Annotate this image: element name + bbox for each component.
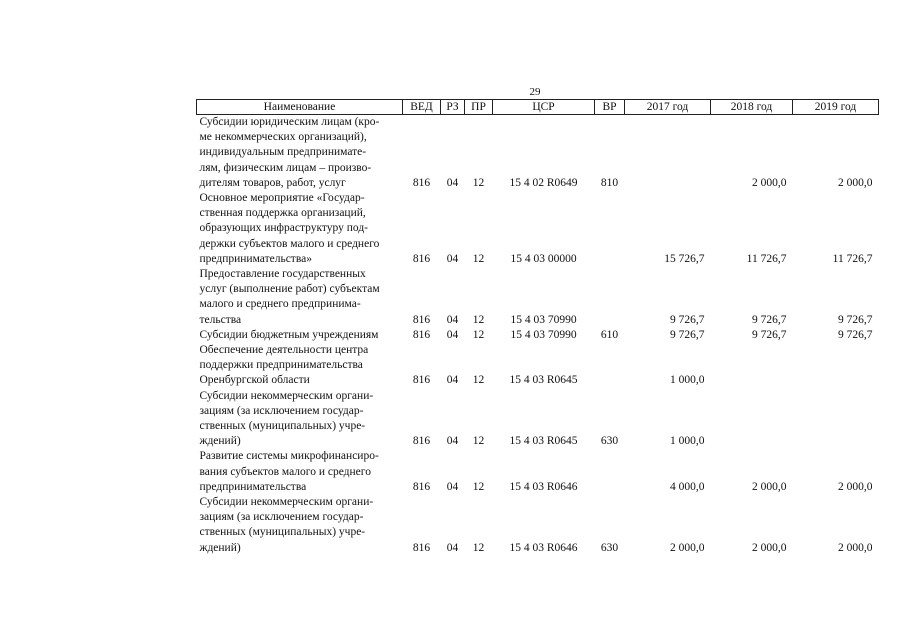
cell-vr: 630 xyxy=(600,435,619,448)
cell-pr: 12 xyxy=(472,541,485,554)
header-rz: РЗ xyxy=(441,100,465,115)
cell-csr: 15 4 03 70990 xyxy=(510,313,577,326)
table-row xyxy=(197,328,879,343)
cell-2017: 9 726,7 xyxy=(670,313,705,326)
cell-2019: 9 726,7 xyxy=(838,313,873,326)
cell-vr: 630 xyxy=(600,541,619,554)
header-name: Наименование xyxy=(197,100,403,115)
header-pr: ПР xyxy=(465,100,493,115)
cell-pr: 12 xyxy=(472,480,485,493)
table-row xyxy=(197,495,879,556)
page-number: 29 xyxy=(529,86,541,98)
cell-2017: 1 000,0 xyxy=(670,435,705,448)
cell-2018 xyxy=(711,343,793,389)
cell-2017: 2 000,0 xyxy=(670,541,705,554)
cell-vr xyxy=(595,343,625,389)
cell-name: Обеспечение деятельности центра поддержки предпринимательства Оренбургской области xyxy=(199,344,369,387)
cell-2018: 9 726,7 xyxy=(752,328,787,341)
header-vr: ВР xyxy=(595,100,625,115)
table-header-row xyxy=(197,100,879,115)
table-row xyxy=(197,389,879,450)
cell-ved: 816 xyxy=(412,541,431,554)
cell-name: Субсидии некоммерческим органи- зациям (за исключением государ- ственных (муниципальных) учре- ждений) xyxy=(199,496,374,554)
cell-ved: 816 xyxy=(412,252,431,265)
header-2017: 2017 год xyxy=(625,100,711,115)
cell-rz: 04 xyxy=(446,480,459,493)
cell-name: Развитие системы микрофинансиро- вания субъектов малого и среднего предпринимательства xyxy=(199,450,379,493)
cell-2018: 2 000,0 xyxy=(752,541,787,554)
header-ved: ВЕД xyxy=(403,100,441,115)
cell-2019: 9 726,7 xyxy=(838,328,873,341)
budget-table xyxy=(196,99,879,556)
table-row xyxy=(197,267,879,328)
cell-pr: 12 xyxy=(472,374,485,387)
cell-rz: 04 xyxy=(446,435,459,448)
cell-pr: 12 xyxy=(472,313,485,326)
cell-csr: 15 4 03 R0646 xyxy=(509,541,578,554)
cell-csr: 15 4 03 R0646 xyxy=(509,480,578,493)
cell-2018: 2 000,0 xyxy=(752,480,787,493)
table-row xyxy=(197,343,879,389)
cell-csr: 15 4 03 R0645 xyxy=(509,374,578,387)
cell-ved: 816 xyxy=(412,374,431,387)
cell-2019: 2 000,0 xyxy=(838,480,873,493)
cell-name: Субсидии бюджетным учреждениям xyxy=(199,328,379,341)
cell-vr: 810 xyxy=(600,176,619,189)
cell-name: Основное мероприятие «Государ- ственная поддержка организаций, образующих инфраструктуру под- держки субъектов малого и среднего предпринимательства» xyxy=(199,192,380,265)
table-row xyxy=(197,115,879,192)
cell-2019: 2 000,0 xyxy=(838,176,873,189)
cell-2018: 2 000,0 xyxy=(752,176,787,189)
cell-2018: 9 726,7 xyxy=(752,313,787,326)
cell-2019: 2 000,0 xyxy=(838,541,873,554)
cell-csr: 15 4 03 R0645 xyxy=(509,435,578,448)
cell-rz: 04 xyxy=(446,252,459,265)
cell-2018 xyxy=(711,389,793,450)
table-body xyxy=(197,115,879,556)
cell-2017 xyxy=(625,115,711,192)
cell-name: Субсидии некоммерческим органи- зациям (за исключением государ- ственных (муниципальных) учре- ждений) xyxy=(199,389,374,448)
cell-vr xyxy=(595,449,625,495)
cell-2019 xyxy=(793,389,879,450)
cell-2017: 1 000,0 xyxy=(670,374,705,387)
cell-csr: 15 4 02 R0649 xyxy=(509,176,578,189)
table-row xyxy=(197,191,879,267)
cell-2019: 11 726,7 xyxy=(832,252,873,265)
cell-vr: 610 xyxy=(600,328,619,341)
cell-rz: 04 xyxy=(446,328,459,341)
cell-name: Предоставление государственных услуг (выполнение работ) субъектам малого и среднего предпринима- тельства xyxy=(199,268,380,326)
cell-2017: 9 726,7 xyxy=(670,328,705,341)
table-row xyxy=(197,449,879,495)
cell-2017: 15 726,7 xyxy=(664,252,705,265)
cell-ved: 816 xyxy=(412,480,431,493)
cell-pr: 12 xyxy=(472,328,485,341)
cell-rz: 04 xyxy=(446,374,459,387)
header-csr: ЦСР xyxy=(493,100,595,115)
cell-2019 xyxy=(793,343,879,389)
header-2018: 2018 год xyxy=(711,100,793,115)
cell-rz: 04 xyxy=(446,541,459,554)
cell-rz: 04 xyxy=(446,176,459,189)
cell-2018: 11 726,7 xyxy=(746,252,787,265)
cell-ved: 816 xyxy=(412,176,431,189)
cell-pr: 12 xyxy=(472,252,485,265)
header-2019: 2019 год xyxy=(793,100,879,115)
cell-ved: 816 xyxy=(412,313,431,326)
cell-csr: 15 4 03 00000 xyxy=(510,252,577,265)
cell-2017: 4 000,0 xyxy=(670,480,705,493)
cell-rz: 04 xyxy=(446,313,459,326)
cell-csr: 15 4 03 70990 xyxy=(510,328,577,341)
cell-name: Субсидии юридическим лицам (кро- ме некоммерческих организаций), индивидуальным предпринимате- лям, физическим лицам – произво- дителям товаров, работ, услуг xyxy=(199,116,380,189)
cell-ved: 816 xyxy=(412,328,431,341)
cell-pr: 12 xyxy=(472,176,485,189)
cell-vr xyxy=(595,191,625,267)
cell-vr xyxy=(595,267,625,328)
cell-ved: 816 xyxy=(412,435,431,448)
cell-pr: 12 xyxy=(472,435,485,448)
